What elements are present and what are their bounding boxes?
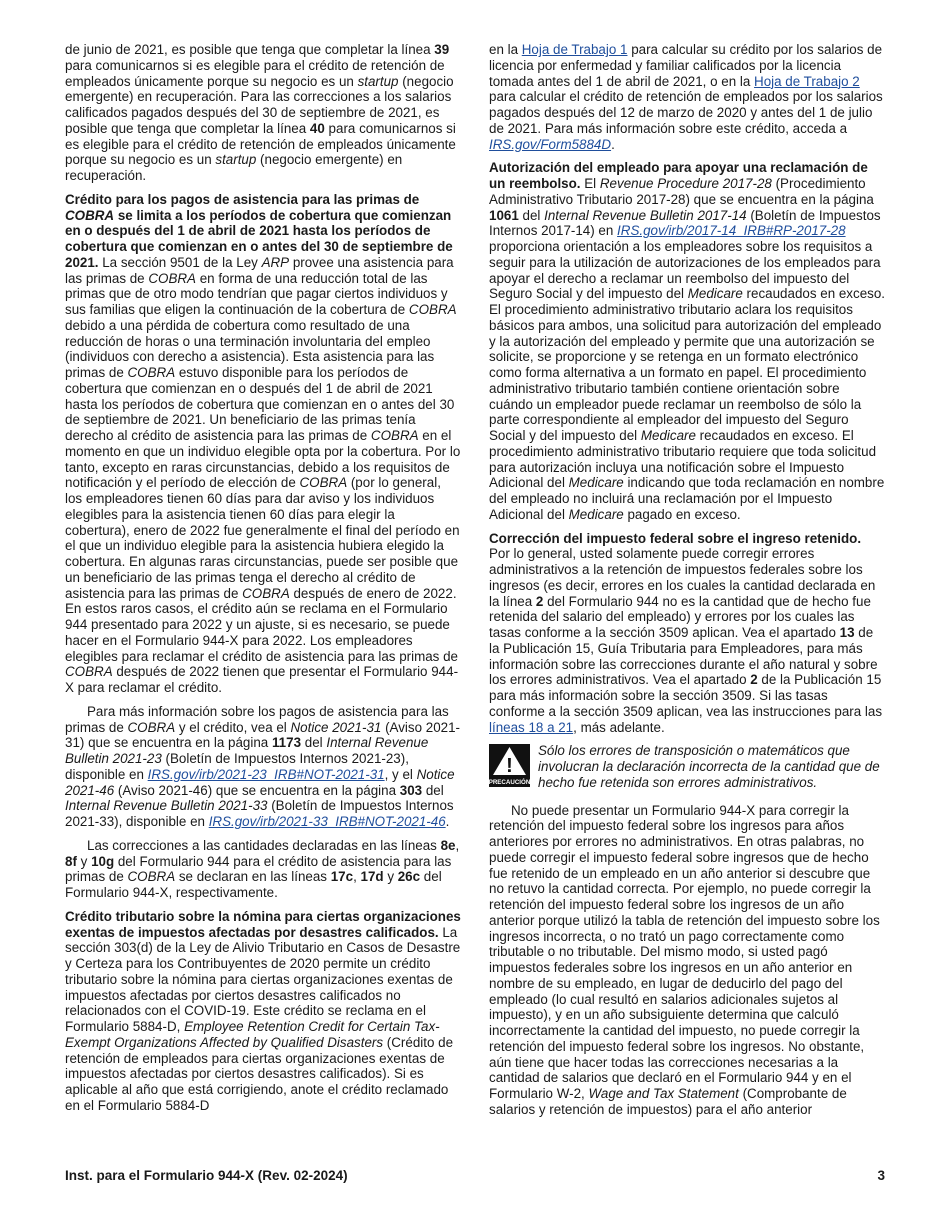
left-column <box>65 42 461 1122</box>
caution-icon <box>489 744 530 787</box>
footer-title: Inst. para el Formulario 944-X (Rev. 02-2024) <box>65 1168 348 1183</box>
section-federal-withholding: Corrección del impuesto federal sobre el ingreso retenido. Por lo general, usted solamente puede corregir errores administrativos a la retención de impuestos federales sobre los ingresos (es decir, errores en los cuales la cantidad declarada en la línea 2 del Formulario 944 no es la cantidad que de hecho fue retenida del salario del empleado) y errores por los cuales las tasas conforme a la sección 3509 aplican. Vea el apartado 13 de la Publicación 15, Guía Tributaria para Empleadores, para más información sobre las correcciones durante el año natural y sobre los errores administrativos. Vea el apartado 2 de la Publicación 15 para más información sobre la sección 3509. Si las tasas conforme a la sección 3509 aplican, vea las instrucciones para las líneas 18 a 21, más adelante. <box>489 530 883 735</box>
section-cobra: Crédito para los pagos de asistencia para las primas de COBRA se limita a los períodos de cobertura que comienzan en o después del 1 de abril de 2021 hasta los períodos de cobertura que comienzan en o antes del 30 de septiembre de 2021. La sección 9501 de la Ley ARP provee una asistencia para las primas de COBRA en forma de una reducción total de las primas que de otro modo tendrían que pagar ciertos individuos y sus familias que eligen la continuación de la cobertura de COBRA debido a una pérdida de cobertura como resultado de una reducción de horas o una terminación involuntaria del empleo (individuos con derecho a asistencia). Esta asistencia para las primas de COBRA estuvo disponible para los períodos de cobertura que comienzan en o después del 1 de abril de 2021 hasta los períodos de cobertura que comienzan en o antes del 30 de septiembre de 2021. Un beneficiario de las primas tenía derecho al crédito de asistencia para las primas de COBRA en el momento en que un individuo elegible opta por la cobertura. Por lo tanto, excepto en raras circunstancias, debido a los requisitos de notificación y el período de elección de COBRA (por lo general, los empleadores tienen 60 días para dar aviso y los individuos elegibles para la asistencia tienen 60 días para elegir la cobertura), enero de 2022 fue generalmente el final del período en el que un individuo elegible para la asistencia hubiera elegido la cobertura. En algunas raras circunstancias, puede ser posible que un beneficiario de las primas tenga el derecho al crédito de asistencia para las primas de COBRA después de enero de 2022. En estos raros casos, el crédito aún se reclama en el Formulario 944 presentado para 2022 y un ajuste, si es necesario, se puede hacer en el Formulario 944-X para 2022. Los empleadores elegibles para reclamar el crédito de asistencia para las primas de COBRA después de 2022 tienen que presentar el Formulario 944-X para reclamar el crédito. <box>65 191 461 695</box>
cobra-heading: Crédito para los pagos de asistencia para las primas de COBRA se limita a los períodos de cobertura que comienzan en o después del 1 de abril de 2021 hasta los períodos de cobertura que comienzan en o antes del 30 de septiembre de 2021. <box>65 191 453 270</box>
caution-mark: ! <box>506 755 513 778</box>
link-lines-18-21[interactable]: líneas 18 a 21 <box>489 719 574 735</box>
link-form5884d[interactable]: IRS.gov/Form5884D <box>489 136 612 152</box>
link-worksheet-1[interactable]: Hoja de Trabajo 1 <box>521 42 628 57</box>
paragraph-more-info: Para más información sobre los pagos de asistencia para las primas de COBRA y el crédito, vea el Notice 2021-31 (Aviso 2021-31) que se encuentra en la página 1173 del Internal Revenue Bulletin 2021-23 (Boletín de Impuestos Internos 2021-23), disponible en IRS.gov/irb/2021-23_IRB#NOT-2021-31, y el Notice 2021-46 (Aviso 2021-46) que se encuentra en la página 303 del Internal Revenue Bulletin 2021-33 (Boletín de Impuestos Internos 2021-33), disponible en IRS.gov/irb/2021-33_IRB#NOT-2021-46. <box>65 703 460 829</box>
fed-heading: Corrección del impuesto federal sobre el ingreso retenido. <box>489 530 862 546</box>
link-irb-2021-33[interactable]: IRS.gov/irb/2021-33_IRB#NOT-2021-46 <box>208 814 446 829</box>
link-irb-2021-23[interactable]: IRS.gov/irb/2021-23_IRB#NOT-2021-31 <box>147 766 385 782</box>
section-employee-authorization: Autorización del empleado para apoyar una reclamación de un reembolso. El Revenue Procedure 2017-28 (Procedimiento Administrativo Tributario 2017-28) que se encuentra en la página 1061 del Internal Revenue Bulletin 2017-14 (Boletín de Impuestos Internos 2017-14) en IRS.gov/irb/2017-14_IRB#RP-2017-28 proporciona orientación a los empleadores sobre los requisitos a seguir para la utilización de autorizaciones de los empleados para apoyar el derecho a reclamar un reembolso del impuesto del Seguro Social y del impuesto del Medicare recaudados en exceso. El procedimiento administrativo tributario aclara los requisitos básicos para ambos, una solicitud para autorización del empleado y la autorización del empleado y permite que una autorización se solicite, se proporcione y se retenga en un formato electrónico como forma alternativa a un formato en papel. El procedimiento administrativo tributario también contiene orientación sobre cuándo un empleador puede reclamar un reembolso de sólo la parte correspondiente al empleador del impuesto del Seguro Social y del impuesto del Medicare recaudados en exceso. El procedimiento administrativo tributario requiere que toda solicitud para autorización incluya una notificación sobre el Impuesto Adicional del Medicare indicando que toda reclamación en nombre del empleado no incluirá una reclamación por el Impuesto Adicional del Medicare pagado en exceso. <box>489 160 886 522</box>
section-payroll-credit: Crédito tributario sobre la nómina para ciertas organizaciones exentas de impuestos afectadas por desastres calificados. La sección 303(d) de la Ley de Alivio Tributario en Casos de Desastre y Certeza para los Contribuyentes de 2020 permite un crédito tributario sobre la nómina para ciertas organizaciones exentas de impuestos afectadas por ciertos desastres calificados no relacionados con el COVID-19. Este crédito se reclama en el Formulario 5884-D, Employee Retention Credit for Certain Tax-Exempt Organizations Affected by Qualified Disasters (Crédito de retención de empleados para ciertas organizaciones exentas de impuestos afectadas por ciertos desastres calificados). Si es aplicable al año que está corrigiendo, anote el crédito reclamado en el Formulario 5884-D <box>65 908 461 1113</box>
caution-note <box>489 743 885 790</box>
link-worksheet-2[interactable]: Hoja de Trabajo 2 <box>754 73 860 89</box>
paragraph-corrections: Las correcciones a las cantidades declaradas en las líneas 8e, 8f y 10g del Formulario 944 para el crédito de asistencia para las primas de COBRA se declaran en las líneas 17c, 17d y 26c del Formulario 944-X, respectivamente. <box>65 837 460 900</box>
caution-label: PRECAUCIÓN <box>489 779 530 787</box>
link-irb-2017-14[interactable]: IRS.gov/irb/2017-14_IRB#RP-2017-28 <box>617 223 846 239</box>
paragraph-worksheets: en la Hoja de Trabajo 1 para calcular su crédito por los salarios de licencia por enfermedad y familiar calificados por la licencia tomada antes del 1 de abril de 2021, o en la Hoja de Trabajo 2 para calcular el crédito de retención de empleados por los salarios pagados después del 12 de marzo de 2020 y antes del 1 de julio de 2021. Para más información sobre este crédito, acceda a IRS.gov/Form5884D. <box>489 42 883 152</box>
paragraph-startup: de junio de 2021, es posible que tenga que completar la línea 39 para comunicarnos si es elegible para el crédito de retención de empleados únicamente porque su negocio es un startup (negocio emergente) en recuperación. Para las correcciones a los salarios calificados pagados después del 30 de septiembre de 2021, es posible que tenga que completar la línea 40 para comunicarnos si es elegible para el crédito de retención de empleados únicamente porque su negocio es un startup (negocio emergente) en recuperación. <box>65 42 456 183</box>
right-column <box>489 42 885 1126</box>
payroll-heading: Crédito tributario sobre la nómina para ciertas organizaciones exentas de impuestos afectadas por desastres calificados. <box>65 908 461 940</box>
page-footer <box>65 1168 885 1183</box>
auth-heading: Autorización del empleado para apoyar una reclamación de un reembolso. <box>489 160 868 191</box>
paragraph-prior-years: No puede presentar un Formulario 944-X para corregir la retención del impuesto federal sobre los ingresos para años anteriores por errores no administrativos. En otras palabras, no puede corregir el impuesto federal sobre ingresos que de hecho fue retenido de un empleado en un año anterior si descubre que no retuvo la cantidad correcta. Por ejemplo, no puede corregir la retención del impuesto federal sobre los ingresos de un año anterior porque utilizó la tabla de retención del impuesto sobre los ingresos incorrecta, o no trató un pago correctamente como tributable o no tributable. Del mismo modo, si usted pagó impuestos federales sobre los ingresos en un año anterior en nombre de su empleado, en lugar de deducirlo del pago del empleado (lo cual resultó en salarios adicionales sujetos al impuesto), y en un año subsiguiente determina que calculó incorrectamente la cantidad del impuesto, no puede corregir la retención del impuesto federal sobre los ingresos. No obstante, aún tiene que hacer todas las correcciones necesarias a la cantidad de salarios que declaró en el Formulario 944 y en el Formulario W-2, Wage and Tax Statement (Comprobante de salarios y retención de impuestos) para el año anterior <box>489 802 880 1117</box>
caution-text: Sólo los errores de transposición o matemáticos que involucran la declaración incorrecta de la cantidad que de hecho fue retenida son errores administrativos. <box>538 743 880 790</box>
page-number: 3 <box>877 1168 885 1183</box>
